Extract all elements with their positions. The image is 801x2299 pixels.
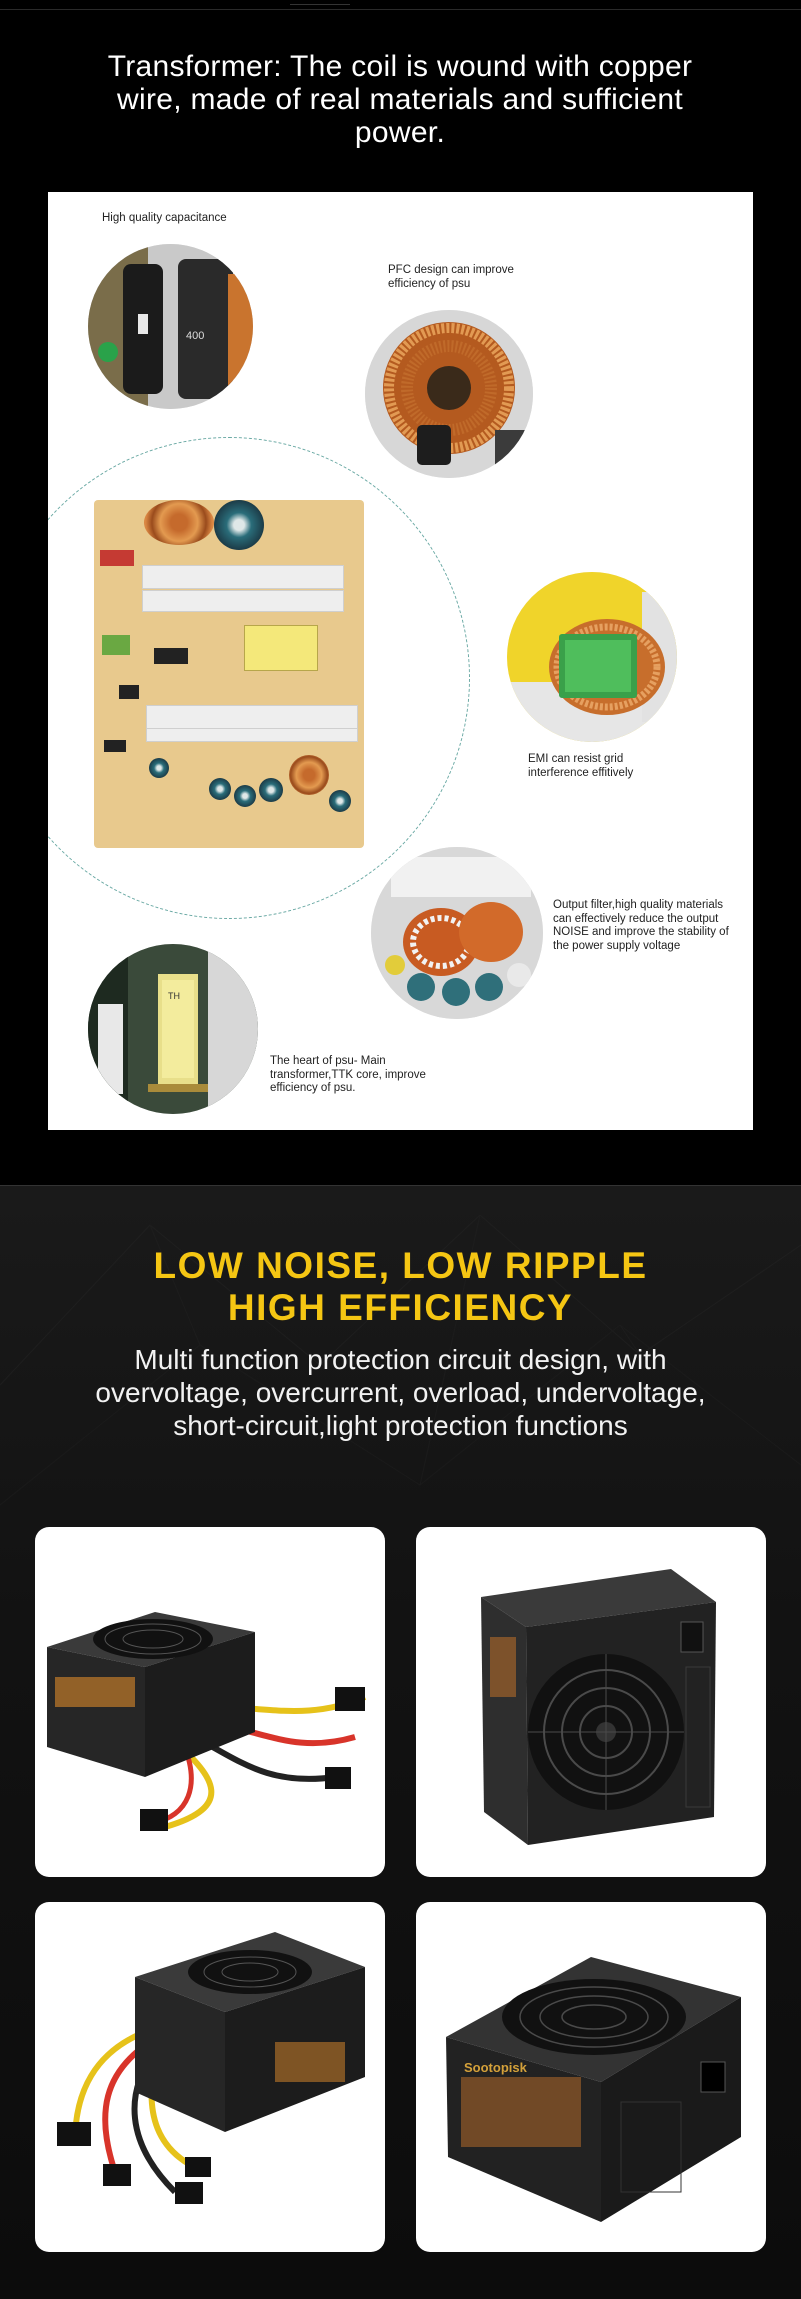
label-output-filter: Output filter,high quality materials can effectively reduce the output NOISE and improve the stability of the power supply voltage: [553, 899, 729, 952]
board-chip: [154, 648, 188, 664]
top-divider: [0, 9, 801, 10]
board-heatsink-top: [142, 565, 344, 589]
label-capacitance: High quality capacitance: [102, 212, 227, 224]
transformer-headline: Transformer: The coil is wound with copper wire, made of real materials and sufficient power.: [107, 50, 693, 149]
board-chip-3: [104, 740, 126, 752]
board-chip-small: [119, 685, 139, 699]
emi-filter-photo: [507, 572, 677, 742]
product-photo-1: [35, 1527, 385, 1877]
svg-text:TH: TH: [168, 991, 180, 1001]
board-cap-5: [149, 758, 169, 778]
power-socket-icon: [681, 1622, 703, 1652]
psu-circuit-board: [94, 500, 364, 848]
board-cap-3: [259, 778, 283, 802]
protection-subtitle: Multi function protection circuit design, with overvoltage, overcurrent, overload, undervoltage, short-circuit,light protection functions: [95, 1344, 706, 1441]
board-heatsink-bottom: [146, 705, 358, 729]
main-transformer-photo: [88, 944, 258, 1114]
title-line-2: HIGH EFFICIENCY: [227, 1287, 574, 1328]
board-green-cap: [102, 635, 130, 655]
board-fuse: [100, 550, 134, 566]
section-title: [60, 1245, 741, 1329]
product-photo-2: [416, 1527, 766, 1877]
capacitor-photo: [88, 244, 253, 409]
fan-grille-icon: [502, 1979, 686, 2055]
label-emi: EMI can resist grid interference effitively: [528, 753, 634, 779]
board-coil: [144, 500, 214, 545]
brand-logo: Sootopisk: [464, 2060, 527, 2075]
product-photo-3: [35, 1902, 385, 2252]
fan-grille-icon: [93, 1619, 213, 1659]
board-heatsink-top-2: [142, 590, 344, 612]
board-cap-4: [329, 790, 351, 812]
label-pfc: PFC design can improve efficiency of psu: [388, 264, 514, 290]
output-filter-photo: [371, 847, 543, 1019]
board-cap-2: [234, 785, 256, 807]
top-divider-notch: [290, 0, 350, 5]
svg-text:400: 400: [186, 330, 205, 342]
label-heart: The heart of psu- Main transformer,TTK core, improve efficiency of psu.: [270, 1055, 426, 1094]
pfc-coil-photo: [365, 310, 533, 478]
component-panel: [48, 192, 753, 1130]
product-photo-4: [416, 1902, 766, 2252]
board-output-coil: [289, 755, 329, 795]
board-heatsink-bottom-2: [146, 728, 358, 742]
power-socket-icon: [701, 2062, 725, 2092]
efficiency-section: [0, 1185, 801, 2299]
board-transformer: [244, 625, 318, 671]
board-cap-1: [209, 778, 231, 800]
board-capacitor: [214, 500, 264, 550]
title-line-1: LOW NOISE, LOW RIPPLE: [153, 1245, 648, 1286]
